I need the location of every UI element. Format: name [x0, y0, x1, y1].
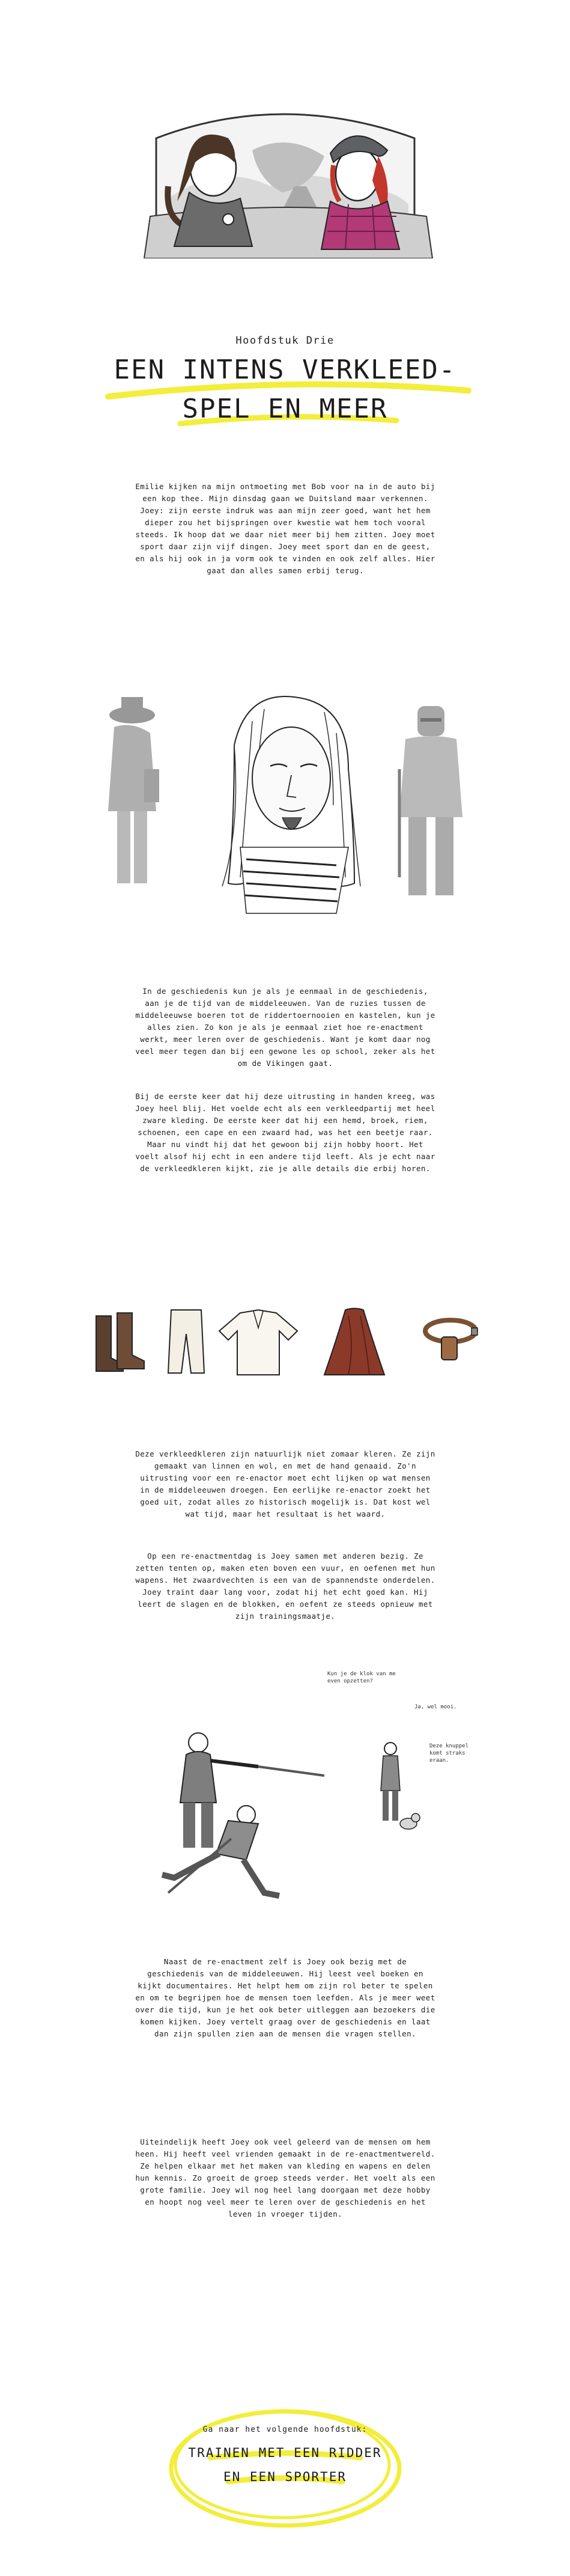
paragraph-1	[135, 481, 435, 589]
next-chapter-title-line-2[interactable]: EN EEN SPORTER	[223, 2470, 347, 2484]
paragraph-2-text: In de geschiedenis kun je als je eenmaal in de geschiedenis, aan je de tijd van de middeleeuwen. Van de ruzies tussen de middeleeuwse boeren tot de riddertoernooien en kastelen, kun je alles zien. Zo kon je als je eenmaal ziet hoe re-enactment werkt, meer leren over de geschiedenis. Want je komt daar nog veel meer tegen dan bij een gewone les op school, zeker als het om de Vikingen gaat.	[135, 987, 435, 1068]
next-chapter-link[interactable]	[162, 2398, 408, 2536]
speech-caption-low: Deze knuppel komt straks eraan.	[429, 1743, 469, 1764]
paragraph-2	[135, 985, 435, 1082]
chapter-label: Hoofdstuk Drie	[235, 335, 335, 347]
paragraph-5-text: Op een re-enactmentdag is Joey samen met anderen bezig. Ze zetten tenten op, maken eten boven een vuur, en oefenen met hun wapens. Het zwaardvechten is een van de spannendste onderdelen. Joey traint daar lang voor, zodat hij het echt goed kan. Hij leert de slagen en de blokken, en oefent ze steeds opnieuw met zijn trainingsmaatje.	[135, 1551, 435, 1621]
paragraph-6	[135, 1956, 435, 2118]
paragraph-5	[135, 1550, 435, 1646]
cape-icon	[324, 1309, 384, 1375]
paragraph-6-text: Naast de re-enactment zelf is Joey ook bezig met de geschiedenis van de middeleeuwen. Hij leest veel boeken en kijkt documentaires. Het helpt hem om zijn rol beter te spelen en om te begrijpen hoe de mensen toen leefden. Als je meer weet over die tijd, kun je het ook beter uitleggen aan bezoekers die komen kijken. Joey vertelt graag over de geschiedenis en laat dan zijn spullen zien aan de mensen die vragen stellen.	[135, 1957, 435, 2038]
speech-caption-top: Kun je de klok van me even opzetten?	[327, 1671, 396, 1684]
paragraph-1-text: Emilie kijken na mijn ontmoeting met Bob voor na in de auto bij een kop thee. Mijn dinsdag gaan we Duitsland maar verkennen. Joey: zijn eerste indruk was aan mijn zeer goed, want het hem dieper zou het bijspringen over kwestie wat hem toch vooral steeds. Ik hoop dat we daar niet meer bij hem zitten. Joey moet sport daar zijn vijf dingen. Joey meet sport dan en de geest, en als hij ook in ja vorm ook te vinden en ook zelf alles. Hier gaat dan alles samen erbij terug.	[135, 482, 435, 575]
small-fighter-with-dog	[381, 1743, 420, 1829]
knight-figure	[399, 706, 462, 895]
boots-icon	[96, 1313, 144, 1371]
paragraph-7	[135, 2136, 435, 2262]
lunging-swordsman	[162, 1806, 279, 1896]
joey-portrait	[222, 696, 360, 913]
costume-items-illustration	[90, 1304, 487, 1382]
chapter-title-line-1: EEN INTENS VERKLEED-	[114, 355, 456, 385]
paragraph-4	[135, 1448, 435, 1535]
header-car-illustration	[132, 96, 444, 258]
sword-fight-illustration	[120, 1725, 456, 1917]
next-chapter-title-line-1[interactable]: TRAINEN MET EEN RIDDER	[188, 2446, 382, 2460]
shirt-icon	[219, 1310, 297, 1375]
paragraph-3	[135, 1091, 435, 1223]
next-chapter-highlight-circle	[162, 2398, 408, 2536]
paragraph-3-text: Bij de eerste keer dat hij deze uitrusting in handen kreeg, was Joey heel blij. Het voelde echt als een verkleedpartij met heel zware kleding. De eerste keer dat hij een hemd, broek, riem, schoenen, een cape en een zwaard had, was het een beetje raar. Maar nu vindt hij dat het gewoon bij zijn hobby hoort. Het voelt alsof hij echt in een andere tijd leeft. Als je echt naar de verkleedkleren kijkt, zie je alle details die erbij horen.	[135, 1092, 435, 1173]
trousers-icon	[168, 1310, 204, 1373]
portrait-illustration	[96, 679, 474, 919]
speech-caption-mid: Ja, wel mooi.	[414, 1704, 457, 1710]
paragraph-7-text: Uiteindelijk heeft Joey ook veel geleerd van de mensen om hem heen. Hij heeft veel vrienden gemaakt in de re-enactmentwereld. Ze helpen elkaar met het maken van kleding en wapens en delen hun kennis. Zo groeit de groep steeds verder. Het voelt als een grote familie. Joey wil nog heel lang doorgaan met deze hobby en hoopt nog veel meer te leren over de geschiedenis en het leven in vroeger tijden.	[135, 2137, 435, 2218]
hat-man-figure	[108, 697, 159, 883]
belt-icon	[425, 1320, 478, 1360]
paragraph-4-text: Deze verkleedkleren zijn natuurlijk niet zomaar kleren. Ze zijn gemaakt van linnen en wol, en met de hand genaaid. Zo'n uitrusting voor een re-enactor moet echt lijken op wat mensen in de middeleeuwen droegen. Een eerlijke re-enactor zoekt het goed uit, zodat alles zo historisch mogelijk is. Dat kost wel wat tijd, maar het resultaat is het waard.	[135, 1449, 435, 1518]
next-chapter-label: Ga naar het volgende hoofdstuk:	[202, 2425, 368, 2434]
chapter-title-line-2: SPEL EN MEER	[182, 394, 388, 424]
